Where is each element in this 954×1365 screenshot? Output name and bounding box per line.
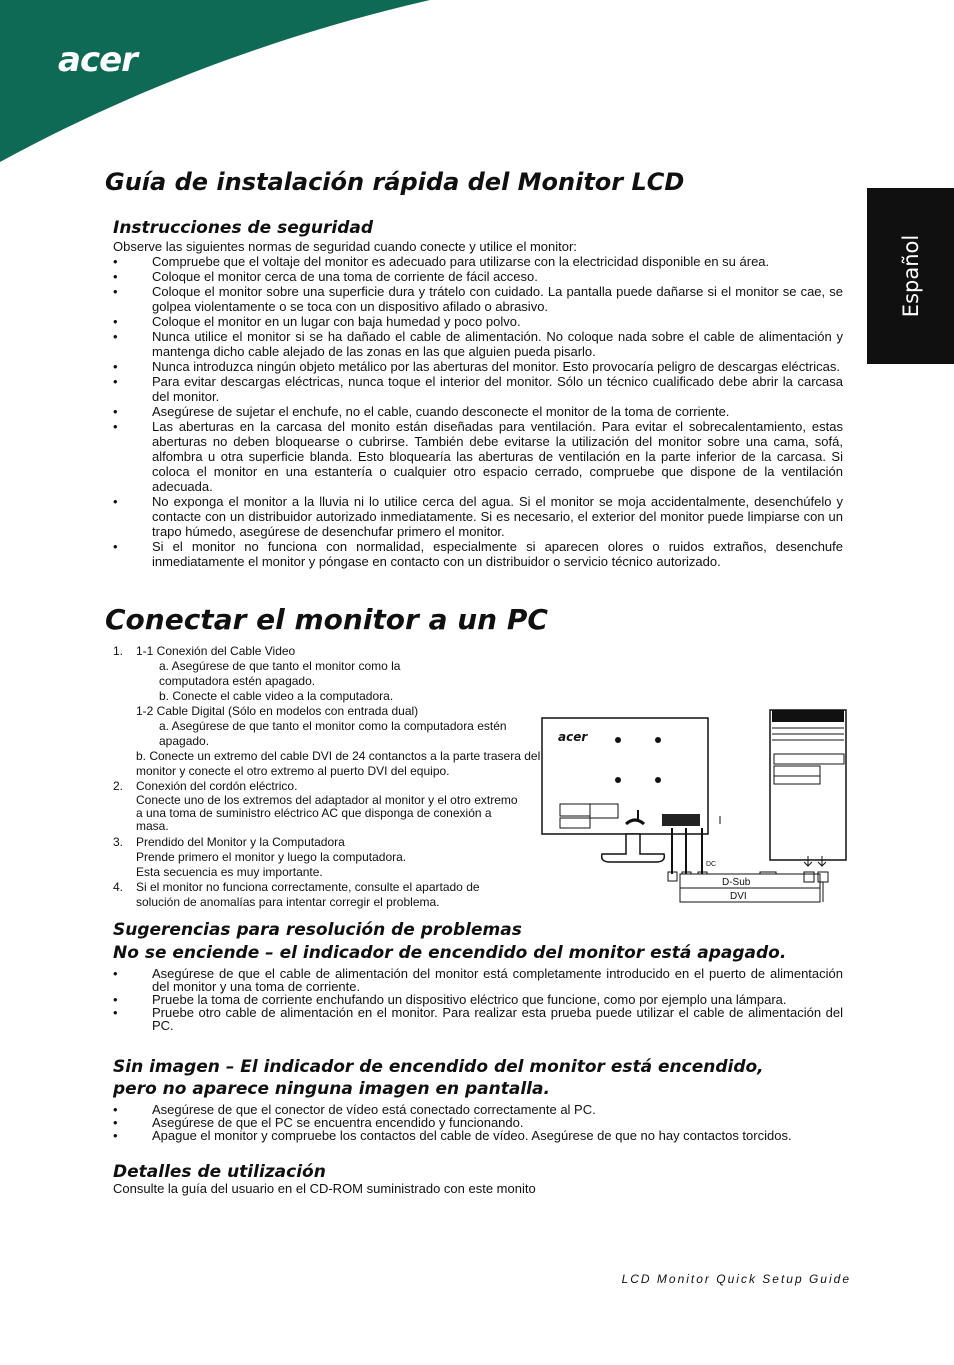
list-item: • Asegúrese de que el conector de vídeo está conectado correctamente al PC.	[113, 1103, 843, 1116]
safety-heading: Instrucciones de seguridad	[113, 218, 374, 238]
troubleshoot-sub1: No se enciende – el indicador de encendido del monitor está apagado.	[113, 943, 787, 963]
connection-steps	[113, 644, 553, 910]
usage-text: Consulte la guía del usuario en el CD-ROM suministrado con este monito	[113, 1181, 536, 1196]
list-item: • Asegúrese de que el PC se encuentra encendido y funcionando.	[113, 1116, 843, 1129]
list-item: • Asegúrese de que el cable de alimentación del monitor está completamente introducido en el puerto de alimentación del monitor y una toma de corriente.	[113, 967, 843, 993]
step-3: 3. Prendido del Monitor y la Computadora Prende primero el monitor y luego la computadora. Esta secuencia es muy importante.	[113, 835, 407, 879]
monitor-logo: acer	[558, 730, 588, 744]
safety-list	[113, 254, 843, 569]
list-item: • Coloque el monitor en un lugar con baja humedad y poco polvo.	[113, 314, 843, 329]
language-tab-label: Español	[898, 234, 923, 318]
list-item: • Si el monitor no funciona con normalidad, especialmente si aparecen olores o ruidos extraños, desenchufe inmediatamente el monitor y póngase en contacto con un distribuidor o servicio técnico autorizado.	[113, 539, 843, 569]
step-1: 1. 1-1 Conexión del Cable Video a. Asegúrese de que tanto el monitor como la computadora estén apagado. b. Conecte el cable video a la computadora. 1-2 Cable Digital (Sólo en modelos con entrada dual) a. Asegúrese de que tanto el monitor como la computadora estén apagado. b. Conecte un extremo del cable DVI de 24 contanctos a la parte trasera del monitor y conecte el otro extremo al puerto DVI del equipo.	[113, 644, 541, 778]
list-item: • Nunca utilice el monitor si se ha dañado el cable de alimentación. No coloque nada sobre el cable de alimentación y mantenga dicho cable alejado de las zonas en las que alguien pueda pisarlo.	[113, 329, 843, 359]
step-2: 2. Conexión del cordón eléctrico. Conecte uno de los extremos del adaptador al monitor y el otro extremo a una toma de suministro eléctrico AC que disponga de conexión a masa.	[113, 779, 518, 833]
list-item: • Coloque el monitor cerca de una toma de corriente de fácil acceso.	[113, 269, 843, 284]
list-item: • Las aberturas en la carcasa del monito están diseñadas para ventilación. Para evitar el sobrecalentamiento, estas aberturas no deben bloquearse o cubrirse. También debe evitarse la utilización del monitor sobre una cama, sofá, alfombra u otra superficie blanda. Esto bloquearía las aberturas de ventilación en la parte inferior de la carcasa. Si coloca el monitor en una estantería o cualquier otro espacio cerrado, compruebe que dispone de la ventilación adecuada.	[113, 419, 843, 494]
step-4: 4. Si el monitor no funciona correctamente, consulte el apartado de solución de anomalías para intentar corregir el problema.	[113, 880, 480, 909]
list-item: • Apague el monitor y compruebe los contactos del cable de vídeo. Asegúrese de que no hay contactos torcidos.	[113, 1129, 843, 1142]
page-title: Guía de instalación rápida del Monitor LCD	[105, 168, 685, 196]
usage-heading: Detalles de utilización	[113, 1162, 326, 1182]
header-banner	[0, 0, 430, 165]
list-item: • Asegúrese de sujetar el enchufe, no el cable, cuando desconecte el monitor de la toma de corriente.	[113, 404, 843, 419]
troubleshoot-list-1	[113, 967, 843, 1032]
connect-title: Conectar el monitor a un PC	[105, 603, 548, 636]
list-item: • No exponga el monitor a la lluvia ni lo utilice cerca del agua. Si el monitor se moja accidentalmente, desenchúfelo y contacte con un distribuidor autorizado inmediatamente. Si es necesario, el exterior del monitor puede limpiarse con un trapo húmedo, asegúrese de desenchufar primero el monitor.	[113, 494, 843, 539]
list-item: • Pruebe la toma de corriente enchufando un dispositivo eléctrico que funcione, como por ejemplo una lámpara.	[113, 993, 843, 1006]
footer-text: LCD Monitor Quick Setup Guide	[621, 1272, 851, 1286]
list-item: • Para evitar descargas eléctricas, nunca toque el interior del monitor. Sólo un técnico cualificado debe abrir la carcasa del monitor.	[113, 374, 843, 404]
safety-intro: Observe las siguientes normas de seguridad cuando conecte y utilice el monitor:	[113, 239, 577, 254]
list-item: • Nunca introduzca ningún objeto metálico por las aberturas del monitor. Esto provocaría peligro de descargas eléctricas.	[113, 359, 843, 374]
list-item: • Coloque el monitor sobre una superficie dura y trátelo con cuidado. La pantalla puede dañarse si el monitor se cae, se golpea violentamente o se toca con un dispositivo afilado o abrasivo.	[113, 284, 843, 314]
list-item: • Pruebe otro cable de alimentación en el monitor. Para realizar esta prueba puede utilizar el cable de alimentación del PC.	[113, 1006, 843, 1032]
list-item: • Compruebe que el voltaje del monitor es adecuado para utilizarse con la electricidad disponible en su área.	[113, 254, 843, 269]
language-tab	[867, 188, 954, 364]
acer-logo: acer	[58, 40, 137, 80]
dc-label: DC	[706, 861, 717, 868]
dsub-label: D-Sub	[722, 877, 751, 888]
connection-diagram	[540, 706, 850, 906]
troubleshoot-list-2	[113, 1103, 843, 1142]
troubleshoot-sub2-line2: pero no aparece ninguna imagen en pantalla.	[113, 1079, 550, 1099]
troubleshoot-sub2-line1: Sin imagen – El indicador de encendido del monitor está encendido,	[113, 1057, 764, 1077]
troubleshoot-heading: Sugerencias para resolución de problemas	[113, 920, 522, 940]
dvi-label: DVI	[730, 891, 747, 902]
